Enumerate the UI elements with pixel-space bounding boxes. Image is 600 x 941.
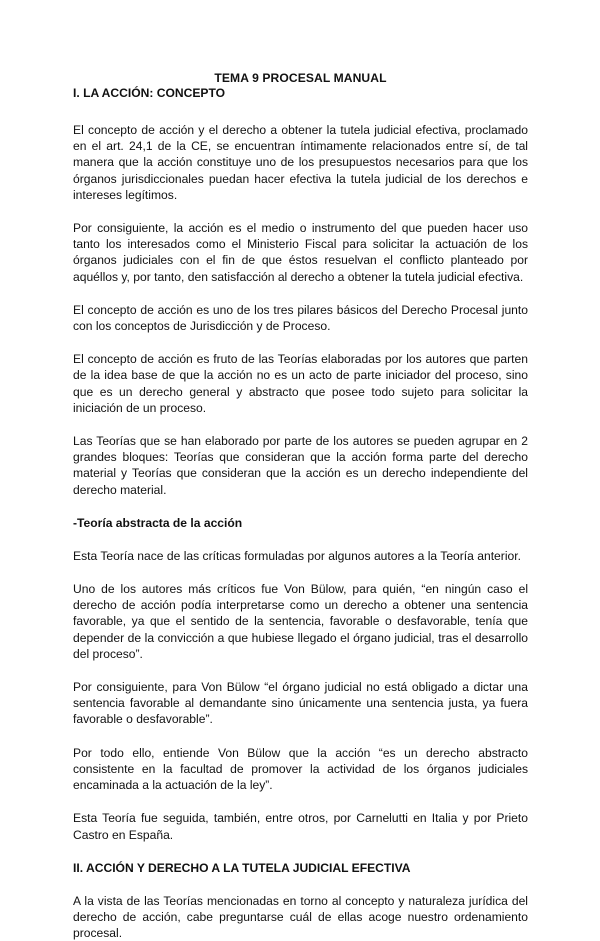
paragraph: Uno de los autores más críticos fue Von Bülow, para quién, “en ningún caso el derecho de acción podía interpretarse como un derecho a obtener una sentencia favorable, ya que el sentido de la sentencia, favorable o desfavorable, tenía que depender de la convicción a que hubiese llegado el órgano judicial, tras el desarrollo del proceso”. — [73, 582, 528, 661]
paragraph: Esta Teoría fue seguida, también, entre otros, por Carnelutti en Italia y por Prieto Castro en España. — [73, 811, 528, 842]
paragraph: Por consiguiente, para Von Bülow “el órgano judicial no está obligado a dictar una sentencia favorable al demandante sino únicamente una sentencia justa, ya fuera favorable o desfavorable”. — [73, 680, 528, 727]
paragraph: El concepto de acción es uno de los tres pilares básicos del Derecho Procesal junto con los conceptos de Jurisdicción y de Proceso. — [73, 302, 528, 334]
section-heading-accion-concepto: I. LA ACCIÓN: CONCEPTO — [73, 86, 226, 100]
section-heading-accion-tutela: II. ACCIÓN Y DERECHO A LA TUTELA JUDICIAL EFECTIVA — [73, 860, 411, 875]
paragraph: El concepto de acción es fruto de las Teorías elaboradas por los autores que parten de la idea base de que la acción no es un acto de parte iniciador del proceso, sino que es un derecho general y abstracto que posee todo sujeto para solicitar la iniciación de un proceso. — [73, 352, 528, 415]
paragraph: Por todo ello, entiende Von Bülow que la acción “es un derecho abstracto consistente en la facultad de promover la actividad de los órganos judiciales encaminada a la actuación de la ley”. — [73, 745, 528, 793]
document-title: TEMA 9 PROCESAL MANUAL — [214, 71, 387, 85]
paragraph: El concepto de acción y el derecho a obtener la tutela judicial efectiva, proclamado en el art. 24,1 de la CE, se encuentran íntimamente relacionados entre sí, de tal manera que la acción constituye uno de los presupuestos necesarios para que los órganos jurisdiccionales puedan hacer efectiva la tutela judicial de los derechos e intereses legítimos. — [73, 123, 528, 202]
paragraph: Esta Teoría nace de las críticas formuladas por algunos autores a la Teoría anterior. — [73, 548, 521, 563]
document-body — [73, 70, 528, 941]
subsection-heading-teoria-abstracta: -Teoría abstracta de la acción — [73, 515, 243, 530]
paragraph: Las Teorías que se han elaborado por parte de los autores se pueden agrupar en 2 grandes bloques: Teorías que consideran que la acción forma parte del derecho material y Teorías que consideran que la acción es un derecho independiente del derecho material. — [73, 434, 528, 497]
paragraph: Por consiguiente, la acción es el medio o instrumento del que pueden hacer uso tanto los interesados como el Ministerio Fiscal para solicitar la actuación de los órganos judiciales con el fin de que éstos resuelvan el conflicto planteado por aquéllos y, por tanto, den satisfacción al derecho a obtener la tutela judicial efectiva. — [73, 221, 528, 284]
paragraph: A la vista de las Teorías mencionadas en torno al concepto y naturaleza jurídica del derecho de acción, cabe preguntarse cuál de ellas acoge nuestro ordenamiento procesal. — [73, 893, 528, 941]
